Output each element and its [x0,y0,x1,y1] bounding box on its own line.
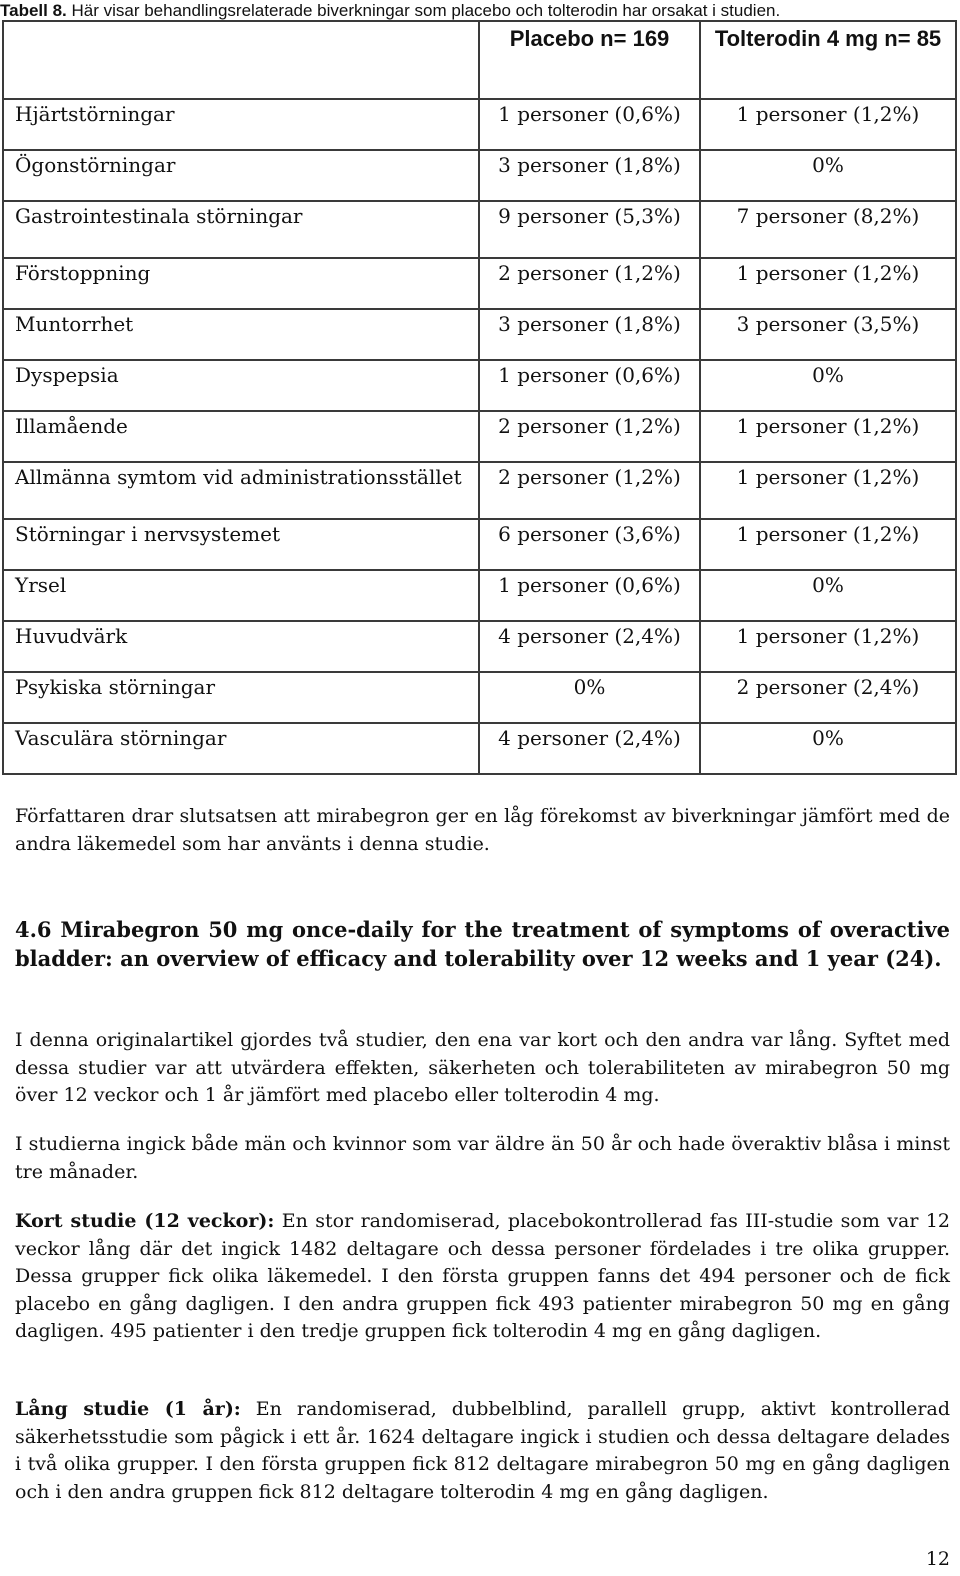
table-row [3,723,956,774]
table-row [3,621,956,672]
long-study-paragraph [15,1396,950,1506]
header-blank [3,21,479,99]
row-label: Ögonstörningar [3,150,479,201]
placebo-value: 2 personer (1,2%) [479,411,700,462]
table-row [3,258,956,309]
placebo-value: 0% [479,672,700,723]
row-label: Hjärtstörningar [3,99,479,150]
tolterodin-value: 3 personer (3,5%) [700,309,956,360]
row-label: Allmänna symtom vid administrationsstället [3,462,479,519]
row-label: Förstoppning [3,258,479,309]
row-label: Dyspepsia [3,360,479,411]
table-row [3,360,956,411]
short-study-paragraph [15,1208,950,1346]
tolterodin-value: 1 personer (1,2%) [700,258,956,309]
row-label: Illamående [3,411,479,462]
table-row [3,462,956,519]
long-study-text: En randomiserad, dubbelblind, parallell grupp, aktivt kontrollerad säkerhetsstudie som pågick i ett år. 1624 deltagare ingick i studien och dessa deltagare delades i två olika grupper. I den första gruppen fick 812 deltagare mirabegron 50 mg en gång dagligen och i den andra gruppen fick 812 deltagare tolterodin 4 mg en gång dagligen. [15,1398,951,1503]
tolterodin-value: 2 personer (2,4%) [700,672,956,723]
page-number: 12 [925,1548,950,1570]
row-label: Yrsel [3,570,479,621]
placebo-value: 3 personer (1,8%) [479,150,700,201]
tolterodin-value: 1 personer (1,2%) [700,462,956,519]
tolterodin-value: 0% [700,150,956,201]
adverse-effects-table [2,20,957,775]
table-caption-label: Tabell 8. [0,1,67,20]
short-study-label: Kort studie (12 veckor): [15,1210,275,1232]
row-label: Huvudvärk [3,621,479,672]
placebo-value: 2 personer (1,2%) [479,258,700,309]
row-label: Gastrointestinala störningar [3,201,479,258]
tolterodin-value: 7 personer (8,2%) [700,201,956,258]
header-tolterodin: Tolterodin 4 mg n= 85 [700,21,956,99]
placebo-value: 2 personer (1,2%) [479,462,700,519]
tolterodin-value: 1 personer (1,2%) [700,411,956,462]
study-intro-paragraph: I denna originalartikel gjordes två studier, den ena var kort och den andra var lång. Syftet med dessa studier var att utvärdera effekten, säkerheten och tolerabiliteten av mirabegron 50 mg över 12 veckor och 1 år jämfört med placebo eller tolterodin 4 mg. [15,1029,950,1106]
tolterodin-value: 1 personer (1,2%) [700,519,956,570]
row-label: Vasculära störningar [3,723,479,774]
row-label: Muntorrhet [3,309,479,360]
header-placebo: Placebo n= 169 [479,21,700,99]
table-row [3,411,956,462]
table-header-row [3,21,956,99]
table-row [3,150,956,201]
participants-paragraph: I studierna ingick både män och kvinnor som var äldre än 50 år och hade överaktiv blåsa i minst tre månader. [15,1133,950,1183]
short-study-text: En stor randomiserad, placebokontrollerad fas III-studie som var 12 veckor lång där det ingick 1482 deltagare och dessa personer fördelades i tre olika grupper. Dessa grupper fick olika läkemedel. I den första gruppen fanns det 494 personer och de fick placebo en gång dagligen. I den andra gruppen fick 493 patienter mirabegron 50 mg en gång dagligen. 495 patienter i den tredje gruppen fick tolterodin 4 mg en gång dagligen. [15,1210,950,1342]
row-label: Psykiska störningar [3,672,479,723]
conclusion-paragraph: Författaren drar slutsatsen att mirabegron ger en låg förekomst av biverkningar jämfört med de andra läkemedel som har använts i denna studie. [15,805,950,855]
table-caption-text: Här visar behandlingsrelaterade biverkningar som placebo och tolterodin har orsakat i studien. [66,1,781,20]
placebo-value: 1 personer (0,6%) [479,570,700,621]
table-caption [0,0,960,22]
table-row [3,570,956,621]
placebo-value: 9 personer (5,3%) [479,201,700,258]
table-row [3,99,956,150]
long-study-label: Lång studie (1 år): [15,1398,241,1420]
tolterodin-value: 0% [700,723,956,774]
tolterodin-value: 0% [700,570,956,621]
table-row [3,201,956,258]
placebo-value: 4 personer (2,4%) [479,723,700,774]
tolterodin-value: 0% [700,360,956,411]
placebo-value: 3 personer (1,8%) [479,309,700,360]
table-row [3,519,956,570]
placebo-value: 1 personer (0,6%) [479,99,700,150]
placebo-value: 6 personer (3,6%) [479,519,700,570]
table-row [3,309,956,360]
tolterodin-value: 1 personer (1,2%) [700,99,956,150]
row-label: Störningar i nervsystemet [3,519,479,570]
table-row [3,672,956,723]
placebo-value: 1 personer (0,6%) [479,360,700,411]
tolterodin-value: 1 personer (1,2%) [700,621,956,672]
section-heading: 4.6 Mirabegron 50 mg once-daily for the treatment of symptoms of overactive bladder: an overview of efficacy and tolerability over 12 weeks and 1 year (24). [15,917,950,971]
placebo-value: 4 personer (2,4%) [479,621,700,672]
